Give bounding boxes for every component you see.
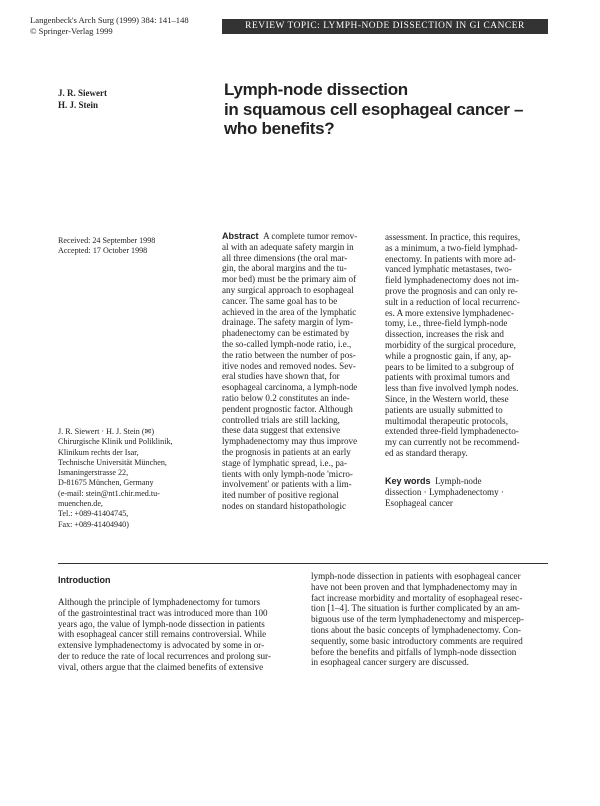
body-line: tion [1–4]. The situation is further complicated by an am-	[311, 603, 520, 614]
author-name: J. R. Siewert	[58, 88, 107, 98]
affiliation-line: (e-mail: stein@nt1.chir.med.tu-	[58, 488, 160, 498]
affiliation-line: J. R. Siewert · H. J. Stein (✉)	[58, 427, 155, 436]
abstract-text: A complete tumor remov-	[263, 231, 358, 241]
affiliation-line: Chirurgische Klinik und Poliklinik,	[58, 437, 173, 447]
body-line: with esophageal cancer still remains controversial. While	[58, 629, 267, 640]
accepted-date: Accepted: 17 October 1998	[58, 246, 148, 256]
abstract-line: the so-called lymph-node ratio, i.e.,	[222, 338, 352, 349]
received-date: Received: 24 September 1998	[58, 236, 156, 245]
abstract-column-1	[222, 231, 374, 512]
author-name: H. J. Stein	[58, 99, 99, 110]
body-line: biguous use of the term lymphadenectomy and mispercep-	[311, 614, 524, 625]
abstract-line: eral studies have shown that, for	[222, 371, 340, 382]
abstract-line: ited number of positive regional	[222, 490, 339, 501]
abstract-line: mor bed) must be the primary aim of	[222, 274, 357, 285]
abstract-line: al with an adequate safety margin in	[222, 241, 354, 252]
affiliation-line: muenchen.de,	[58, 499, 103, 509]
abstract-line: multimodal therapeutic protocols,	[385, 415, 508, 426]
introduction-column-2	[311, 571, 551, 668]
affiliation-line: Tel.: +089-41404745,	[58, 509, 129, 519]
abstract-line: es. A more extensive lymphadenec-	[385, 307, 515, 318]
author-list	[58, 88, 107, 111]
keywords-block	[385, 476, 547, 508]
body-line: sequently, some basic introductory comments are required	[311, 635, 523, 646]
abstract-line: phadenectomy can be estimated by	[222, 328, 350, 339]
abstract-line: while a prognostic gain, if any, ap-	[385, 350, 512, 361]
affiliation-line: Fax: +089-41404940)	[58, 519, 129, 529]
abstract-line: nodes on standard histopathologic	[222, 500, 347, 511]
abstract-line: involvement' or patients with a lim-	[222, 479, 352, 490]
abstract-line: itive nodes and removed nodes. Sev-	[222, 360, 356, 371]
affiliation-line: Technische Universität München,	[58, 457, 167, 467]
abstract-line: esophageal carcinoma, a lymph-node	[222, 382, 358, 393]
copyright-line: © Springer-Verlag 1999	[30, 26, 113, 36]
author-affiliation	[58, 427, 218, 530]
title-line: who benefits?	[224, 119, 335, 138]
affiliation-line: Klinikum rechts der Isar,	[58, 447, 139, 457]
keyword-text: Lymph-node	[435, 476, 482, 486]
abstract-line: field lymphadenectomy does not im-	[385, 275, 519, 286]
affiliation-line: Ismaningerstrasse 22,	[58, 468, 129, 478]
keywords-first-line	[385, 476, 547, 487]
abstract-line: my can currently not be recommend-	[385, 437, 520, 448]
abstract-label: Abstract	[222, 231, 259, 241]
body-line: have not been proven and that lymphadenectomy may in	[311, 581, 518, 592]
abstract-line: achieved in the area of the lymphatic	[222, 306, 357, 317]
journal-citation	[30, 15, 189, 37]
abstract-line: sult in a reduction of local recurrenc-	[385, 296, 520, 307]
abstract-line: prove the prognosis and can only re-	[385, 285, 518, 296]
body-line: der to reduce the rate of local recurrences and prolong sur-	[58, 650, 271, 661]
abstract-line: ratio below 0.2 constitutes an inde-	[222, 392, 350, 403]
abstract-line: tomy, i.e., three-field lymph-node	[385, 318, 508, 329]
title-line: Lymph-node dissection	[224, 80, 408, 99]
body-line: of the gastrointestinal tract was introduced more than 100	[58, 607, 268, 618]
body-line: in esophageal cancer surgery are discussed.	[311, 657, 469, 668]
article-title	[224, 80, 544, 139]
abstract-line: lymphadenectomy may thus improve	[222, 436, 358, 447]
section-divider	[58, 563, 548, 564]
body-line: Although the principle of lymphadenectomy for tumors	[58, 597, 261, 607]
abstract-line: all three dimensions (the oral mar-	[222, 252, 348, 263]
abstract-line: pears to be limited to a subgroup of	[385, 361, 515, 372]
abstract-line: enectomy. In patients with more ad-	[385, 253, 516, 264]
abstract-line: patients are usually submitted to	[385, 404, 503, 415]
introduction-heading: Introduction	[58, 575, 111, 585]
abstract-line: morbidity of the surgical procedure,	[385, 339, 516, 350]
abstract-line: assessment. In practice, this requires,	[385, 232, 521, 242]
abstract-line: any surgical approach to esophageal	[222, 284, 354, 295]
abstract-line: Since, in the Western world, these	[385, 393, 509, 404]
body-line: fact increase morbidity and mortality of esophageal resec-	[311, 592, 523, 603]
abstract-line: vanced lymphatic metastases, two-	[385, 264, 512, 275]
body-line: vival, others argue that the claimed benefits of extensive	[58, 661, 264, 672]
received-accepted-dates	[58, 236, 218, 257]
abstract-line: ed as standard therapy.	[385, 447, 468, 458]
abstract-line: these data suggest that extensive	[222, 425, 341, 436]
body-line: extensive lymphadenectomy is advocated by some in or-	[58, 640, 265, 651]
abstract-line: pendent prognostic factor. Although	[222, 403, 353, 414]
body-line: tions about the basic concepts of lymphadenectomy. Con-	[311, 624, 522, 635]
abstract-line: patients with proximal tumors and	[385, 372, 510, 383]
review-topic-banner: REVIEW TOPIC: LYMPH-NODE DISSECTION IN GI CANCER	[222, 19, 548, 34]
journal-line: Langenbeck's Arch Surg (1999) 384: 141–148	[30, 15, 189, 25]
abstract-line: tients with only lymph-node 'micro-	[222, 468, 353, 479]
body-line: years ago, the value of lymph-node dissection in patients	[58, 618, 265, 629]
abstract-line: stage of lymphatic spread, i.e., pa-	[222, 457, 347, 468]
title-line: in squamous cell esophageal cancer –	[224, 99, 524, 119]
abstract-line: cancer. The same goal has to be	[222, 295, 338, 306]
abstract-line: the prognosis in patients at an early	[222, 446, 351, 457]
introduction-column-1	[58, 597, 298, 673]
abstract-line: the ratio between the number of pos-	[222, 349, 356, 360]
affiliation-line: D-81675 München, Germany	[58, 478, 154, 488]
abstract-line: dissection, increases the risk and	[385, 329, 504, 340]
body-line: lymph-node dissection in patients with esophageal cancer	[311, 571, 521, 581]
abstract-line: less than five involved lymph nodes.	[385, 383, 519, 394]
abstract-line: as a minimum, a two-field lymphad-	[385, 242, 518, 253]
abstract-column-2	[385, 232, 547, 459]
abstract-line: gin, the aboral margins and the tu-	[222, 263, 347, 274]
abstract-line: extended three-field lymphadenecto-	[385, 426, 519, 437]
keywords-line: Esophageal cancer	[385, 497, 453, 508]
keywords-line: dissection · Lymphadenectomy ·	[385, 486, 504, 497]
body-line: before the benefits and pitfalls of lymph-node dissection	[311, 646, 517, 657]
keywords-label: Key words	[385, 476, 431, 486]
abstract-first-line	[222, 231, 374, 242]
abstract-line: controlled trials are still lacking,	[222, 414, 340, 425]
abstract-line: drainage. The safety margin of lym-	[222, 317, 353, 328]
